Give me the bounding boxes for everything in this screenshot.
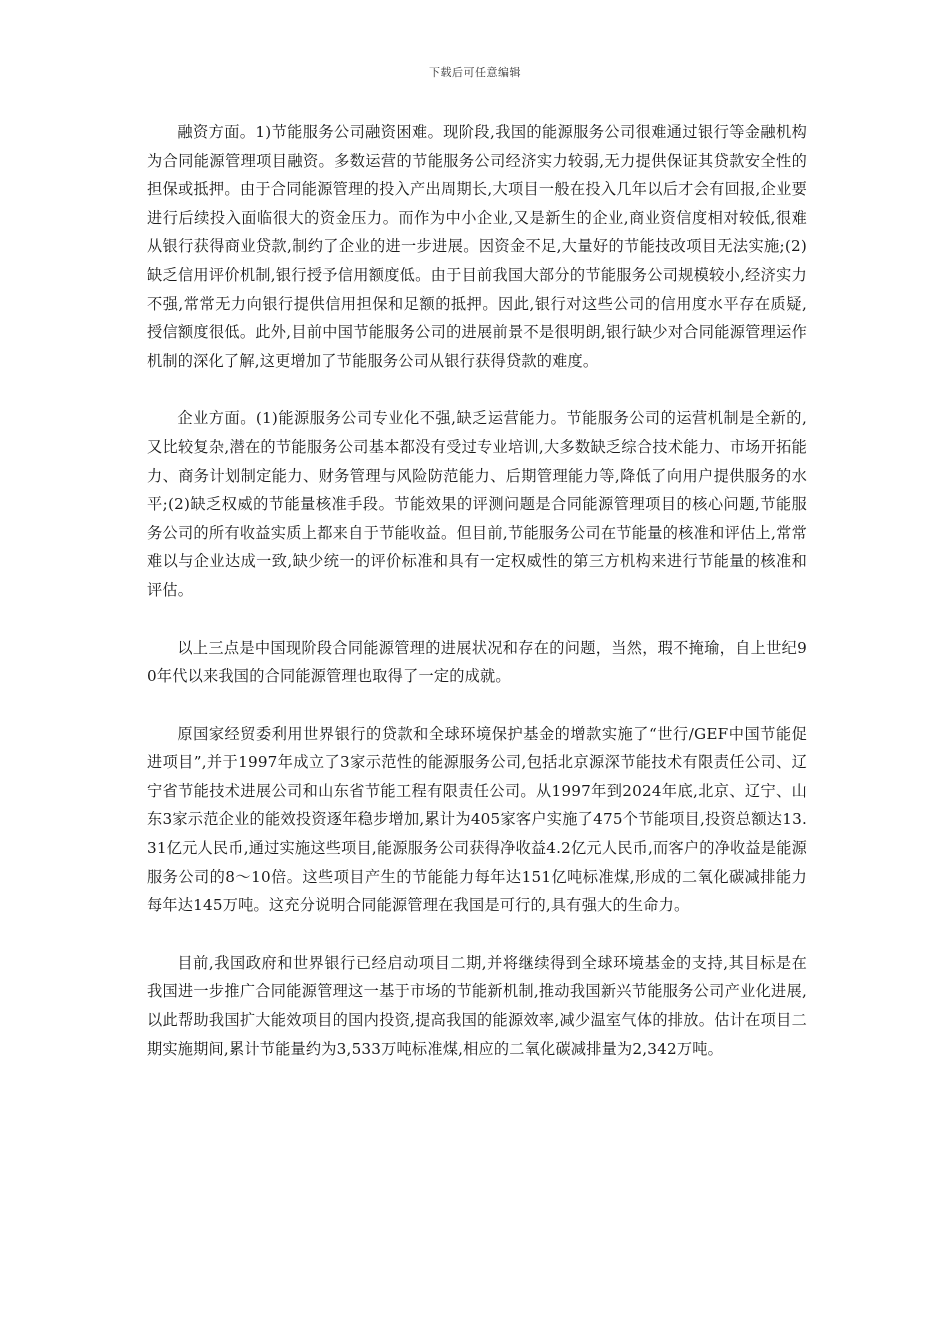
paragraph-financing: 融资方面。1)节能服务公司融资困难。现阶段,我国的能源服务公司很难通过银行等金融机构为合同能源管理项目融资。多数运营的节能服务公司经济实力较弱,无力提供保证其贷款安全性的担保或抵押。由于合同能源管理的投入产出周期长,大项目一般在投入几年以后才会有回报,企业要进行后续投入面临很大的资金压力。而作为中小企业,又是新生的企业,商业资信度相对较低,很难从银行获得商业贷款,制约了企业的进一步进展。因资金不足,大量好的节能技改项目无法实施;(2)缺乏信用评价机制,银行授予信用额度低。由于目前我国大部分的节能服务公司规模较小,经济实力不强,常常无力向银行提供信用担保和足额的抵押。因此,银行对这些公司的信用度水平存在质疑,授信额度很低。此外,目前中国节能服务公司的进展前景不是很明朗,银行缺少对合同能源管理运作机制的深化了解,这更增加了节能服务公司从银行获得贷款的难度。 <box>147 123 807 370</box>
paragraph-summary: 以上三点是中国现阶段合同能源管理的进展状况和存在的问题，当然，瑕不掩瑜，自上世纪90年代以来我国的合同能源管理也取得了一定的成就。 <box>147 638 807 686</box>
paragraph-enterprise: 企业方面。(1)能源服务公司专业化不强,缺乏运营能力。节能服务公司的运营机制是全新的,又比较复杂,潜在的节能服务公司基本都没有受过专业培训,大多数缺乏综合技术能力、市场开拓能力、商务计划制定能力、财务管理与风险防范能力、后期管理能力等,降低了向用户提供服务的水平;(2)缺乏权威的节能量核准手段。节能效果的评测问题是合同能源管理项目的核心问题,节能服务公司的所有收益实质上都来自于节能收益。但目前,节能服务公司在节能量的核准和评估上,常常难以与企业达成一致,缺少统一的评价标准和具有一定权威性的第三方机构来进行节能量的核准和评估。 <box>147 409 807 599</box>
paragraph-phase-two: 目前,我国政府和世界银行已经启动项目二期,并将继续得到全球环境基金的支持,其目标是在我国进一步推广合同能源管理这一基于市场的节能新机制,推动我国新兴节能服务公司产业化进展,以此帮助我国扩大能效项目的国内投资,提高我国的能源效率,减少温室气体的排放。估计在项目二期实施期间,累计节能量约为3,533万吨标准煤,相应的二氧化碳减排量为2,342万吨。 <box>147 953 807 1058</box>
paragraph-gef-project: 原国家经贸委利用世界银行的贷款和全球环境保护基金的增款实施了“世行/GEF中国节能促进项目”,并于1997年成立了3家示范性的能源服务公司,包括北京源深节能技术有限责任公司、辽宁省节能技术进展公司和山东省节能工程有限责任公司。从1997年到2024年底,北京、辽宁、山东3家示范企业的能效投资逐年稳步增加,累计为405家客户实施了475个节能项目,投资总额达13.31亿元人民币,通过实施这些项目,能源服务公司获得净收益4.2亿元人民币,而客户的净收益是能源服务公司的8～10倍。这些项目产生的节能能力每年达151亿吨标准煤,形成的二氧化碳减排能力每年达145万吨。这充分说明合同能源管理在我国是可行的,具有强大的生命力。 <box>147 724 807 915</box>
document-body <box>147 118 807 1092</box>
page-header: 下载后可任意编辑 <box>429 66 521 79</box>
